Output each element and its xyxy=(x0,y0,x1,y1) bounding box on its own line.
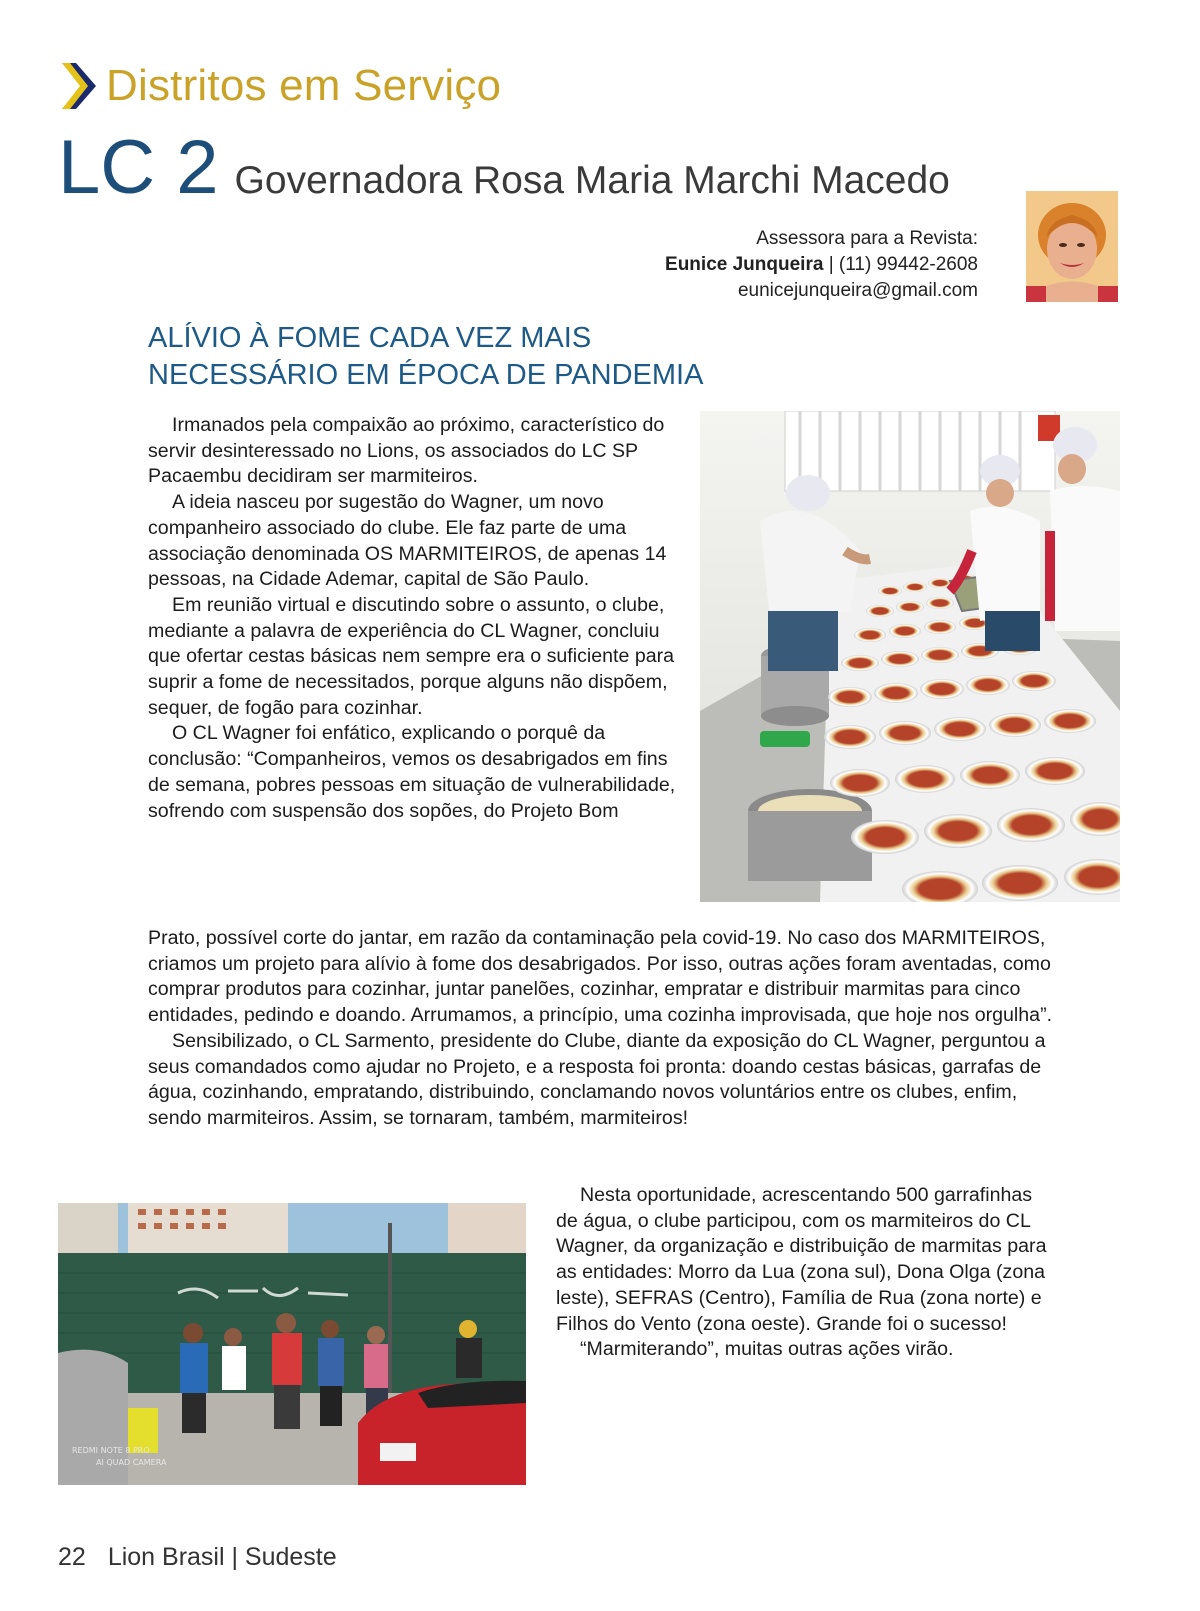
section-header xyxy=(58,58,501,114)
district-heading xyxy=(58,125,950,210)
section-title: Distritos em Serviço xyxy=(106,61,502,110)
headline-line: ALÍVIO À FOME CADA VEZ MAIS xyxy=(148,322,592,354)
article-paragraph: O CL Wagner foi enfático, explicando o porquê da conclusão: “Companheiros, vemos os desabrigados em fins de semana, pobres pessoas em situação de vulnerabilidade, sofrendo com suspensão dos sopões, do Projeto Bom xyxy=(148,722,676,822)
kitchen-volunteers-photo xyxy=(700,411,1120,902)
article-paragraph: Irmanados pela compaixão ao próximo, característico do servir desinteressado no Lions, os associados do LC SP Pacaembu decidiram ser marmiteiros. xyxy=(148,414,665,488)
article-paragraph: Sensibilizado, o CL Sarmento, presidente do Clube, diante da exposição do CL Wagner, perguntou a seus comandados como ajudar no Projeto, e a resposta foi pronta: doando cestas básicas, garrafas de água, cozinhando, empratando, distribuindo, conclamando novos voluntários entre os clubes, enfim, sendo marmiteiros. Assim, se tornaram, também, marmiteiros! xyxy=(148,1029,1046,1129)
street-watermark-2: AI QUAD CAMERA xyxy=(96,1458,167,1467)
street-distribution-photo xyxy=(58,1203,526,1485)
assessor-label: Assessora para a Revista: xyxy=(756,228,978,249)
assessor-contact xyxy=(665,226,978,304)
article-paragraph: “Marmiterando”, muitas outras ações virão. xyxy=(580,1338,954,1361)
headline-line: NECESSÁRIO EM ÉPOCA DE PANDEMIA xyxy=(148,359,704,391)
article-paragraph: Prato, possível corte do jantar, em razão da contaminação pela covid-19. No caso dos MARMITEIROS, criamos um projeto para alívio à fome dos desabrigados. Por isso, outras ações foram aventadas, como comprar produtos para cozinhar, juntar panelões, cozinhar, empratar e distribuir marmitas para cinco entidades, pedindo e doando. Arrumamos, a princípio, uma cozinha improvisada, que hoje nos orgulha”. xyxy=(148,927,1053,1027)
assessor-phone: | (11) 99442-2608 xyxy=(828,254,978,275)
assessor-name-phone xyxy=(665,252,978,278)
article-headline xyxy=(148,320,828,394)
chevron-arrow-icon xyxy=(58,63,98,109)
article-column-top xyxy=(148,413,688,824)
article-column-right xyxy=(556,1183,1056,1363)
assessor-name: Eunice Junqueira xyxy=(665,254,824,275)
assessor-portrait xyxy=(1026,191,1118,302)
article-full-width xyxy=(148,926,1068,1132)
page-number: 22 xyxy=(58,1543,86,1571)
street-watermark-1: REDMI NOTE 8 PRO xyxy=(72,1446,150,1455)
district-code: LC 2 xyxy=(58,125,219,210)
article-paragraph: Em reunião virtual e discutindo sobre o assunto, o clube, mediante a palavra de experiência do CL Wagner, concluiu que ofertar cestas básicas nem sempre era o suficiente para suprir a fome de necessitados, porque alguns não dispõem, sequer, de fogão para cozinhar. xyxy=(148,593,675,719)
article-paragraph: Nesta oportunidade, acrescentando 500 garrafinhas de água, o clube participou, com os marmiteiros do CL Wagner, da organização e distribuição de marmitas para as entidades: Morro da Lua (zona sul), Dona Olga (zona leste), SEFRAS (Centro), Família de Rua (zona norte) e Filhos do Vento (zona oeste). Grande foi o sucesso! xyxy=(556,1184,1047,1335)
page-footer xyxy=(58,1543,337,1572)
article-paragraph: A ideia nasceu por sugestão do Wagner, um novo companheiro associado do clube. Ele faz parte de uma associação denominada OS MARMITEIROS, de apenas 14 pessoas, na Cidade Ademar, capital de São Paulo. xyxy=(148,491,667,591)
governor-name: Governadora Rosa Maria Marchi Macedo xyxy=(234,159,950,202)
publication-name: Lion Brasil | Sudeste xyxy=(107,1543,337,1571)
assessor-email: eunicejunqueira@gmail.com xyxy=(737,280,978,301)
